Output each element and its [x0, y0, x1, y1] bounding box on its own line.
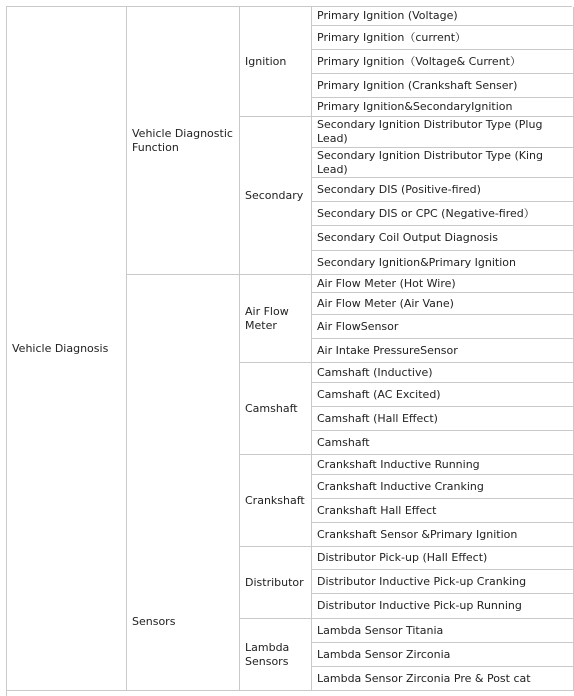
item-label: Air Flow Meter (Air Vane) — [317, 296, 454, 310]
item-label: Secondary Ignition Distributor Type (King Lead) — [317, 148, 544, 176]
ignition-label: Ignition — [245, 54, 287, 68]
list-item — [312, 667, 574, 691]
list-item — [312, 383, 574, 407]
item-label: Secondary Coil Output Diagnosis — [317, 231, 498, 244]
list-item — [312, 26, 574, 50]
item-label: Secondary DIS or CPC (Negative-fired） — [317, 206, 535, 220]
list-item — [312, 570, 574, 594]
item-label: Lambda Sensor Zirconia Pre & Post cat — [317, 671, 531, 685]
level1-cell — [7, 7, 127, 691]
ignition-group-cell — [240, 7, 312, 117]
list-item — [312, 315, 574, 339]
crankshaft-group-cell — [240, 455, 312, 547]
list-item — [312, 117, 574, 148]
list-item — [312, 148, 574, 178]
list-item — [312, 339, 574, 363]
list-item — [312, 455, 574, 475]
list-item — [312, 251, 574, 275]
vehicle-diagnosis-label: Vehicle Diagnosis — [12, 341, 109, 355]
list-item — [312, 202, 574, 226]
secondary-label: Secondary — [245, 188, 304, 202]
vehicle-diagnostic-function-label: Vehicle Diagnostic Function — [132, 126, 233, 154]
sensors-label: Sensors — [132, 615, 176, 628]
item-label: Primary Ignition (Voltage) — [317, 9, 458, 22]
list-item — [312, 74, 574, 98]
item-label: Camshaft (AC Excited) — [317, 387, 441, 401]
item-label: Air Intake PressureSensor — [317, 343, 458, 357]
sensors-cell — [127, 275, 240, 691]
list-item — [312, 363, 574, 383]
list-item — [312, 431, 574, 455]
distributor-label: Distributor — [245, 575, 304, 589]
list-item — [312, 7, 574, 26]
list-item — [312, 619, 574, 643]
lambda-sensors-label: Lambda Sensors — [245, 640, 290, 668]
item-label: Distributor Inductive Pick-up Cranking — [317, 574, 527, 588]
vdf-cell — [127, 7, 240, 275]
list-item — [312, 643, 574, 667]
diagnosis-table — [6, 6, 572, 696]
list-item — [312, 523, 574, 547]
item-label: Crankshaft Sensor &Primary Ignition — [317, 527, 518, 541]
item-label: Primary Ignition (Crankshaft Senser) — [317, 78, 518, 92]
lambda-group-cell — [240, 619, 312, 691]
item-label: Primary Ignition（Voltage& Current） — [317, 54, 521, 68]
camshaft-group-cell — [240, 363, 312, 455]
item-label: Air FlowSensor — [317, 319, 399, 333]
item-label: Camshaft (Inductive) — [317, 365, 433, 379]
item-label: Primary Ignition（current） — [317, 30, 467, 44]
item-label: Lambda Sensor Titania — [317, 623, 444, 637]
air-flow-meter-label: Air Flow Meter — [245, 304, 289, 332]
crankshaft-label: Crankshaft — [245, 493, 305, 507]
list-item — [312, 98, 574, 117]
list-item — [312, 50, 574, 74]
item-label: Secondary Ignition Distributor Type (Plug Lead) — [317, 118, 543, 145]
item-label: Air Flow Meter (Hot Wire) — [317, 276, 456, 290]
item-label: Crankshaft Inductive Cranking — [317, 479, 484, 493]
item-label: Camshaft (Hall Effect) — [317, 411, 438, 425]
list-item — [312, 499, 574, 523]
airflow-group-cell — [240, 275, 312, 363]
item-label: Distributor Pick-up (Hall Effect) — [317, 551, 488, 564]
item-label: Crankshaft Inductive Running — [317, 457, 480, 471]
list-item — [312, 547, 574, 570]
list-item — [312, 178, 574, 202]
item-label: Distributor Inductive Pick-up Running — [317, 599, 522, 612]
item-label: Secondary DIS (Positive-fired) — [317, 182, 481, 196]
camshaft-label: Camshaft — [245, 401, 298, 415]
list-item — [312, 594, 574, 619]
distributor-group-cell — [240, 547, 312, 619]
list-item — [312, 407, 574, 431]
item-label: Crankshaft Hall Effect — [317, 503, 437, 517]
item-label: Secondary Ignition&Primary Ignition — [317, 255, 516, 269]
list-item — [312, 475, 574, 499]
item-label: Lambda Sensor Zirconia — [317, 647, 451, 661]
secondary-group-cell — [240, 117, 312, 275]
item-label: Camshaft — [317, 435, 370, 449]
list-item — [312, 293, 574, 315]
list-item — [312, 275, 574, 293]
list-item — [312, 226, 574, 251]
item-label: Primary Ignition&SecondaryIgnition — [317, 100, 513, 113]
